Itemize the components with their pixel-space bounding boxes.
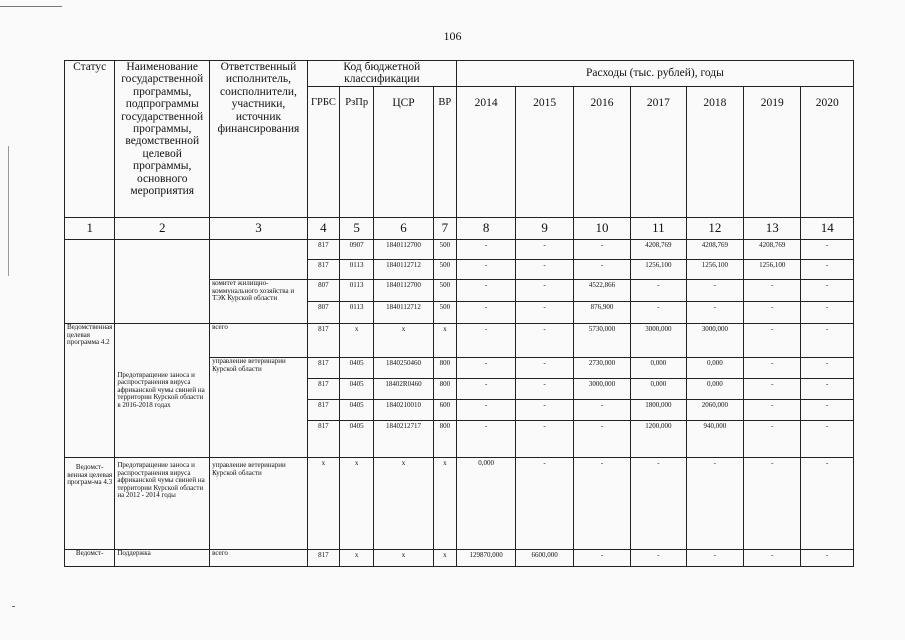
grbs-cell: 817: [307, 421, 339, 458]
value-cell: -: [573, 240, 630, 260]
grbs-cell: 817: [307, 324, 339, 358]
value-cell: -: [744, 302, 801, 324]
responsible-cell: всего: [210, 550, 308, 567]
value-cell: -: [516, 280, 573, 302]
rzpr-cell: 0405: [340, 358, 374, 379]
vr-cell: 800: [433, 421, 456, 458]
grbs-cell: 807: [307, 280, 339, 302]
csr-cell: 1840250460: [374, 358, 433, 379]
status-cell-empty: [65, 240, 115, 324]
value-cell: -: [744, 458, 801, 550]
value-cell: -: [516, 358, 573, 379]
value-cell: -: [456, 240, 515, 260]
value-cell: -: [573, 400, 630, 421]
header-year-2019: 2019: [744, 87, 801, 218]
value-cell: -: [516, 458, 573, 550]
value-cell: 940,000: [686, 421, 743, 458]
value-cell: -: [801, 324, 854, 358]
value-cell: 1256,100: [744, 260, 801, 280]
rzpr-cell: 0405: [340, 400, 374, 421]
header-expenses: Расходы (тыс. рублей), годы: [456, 61, 853, 87]
value-cell: -: [573, 260, 630, 280]
value-cell: 129870,000: [456, 550, 515, 567]
value-cell: -: [456, 421, 515, 458]
margin-line: [8, 146, 9, 276]
col-number: 10: [573, 218, 630, 240]
value-cell: 3000,000: [686, 324, 743, 358]
value-cell: 6600,000: [516, 550, 573, 567]
value-cell: -: [573, 550, 630, 567]
col-number: 11: [631, 218, 686, 240]
name-vcp-4-2: Предотвращение заноса и распространения вируса африканской чумы свиней на территории Курской области в 2016-2018 годах: [115, 324, 210, 458]
value-cell: 3000,000: [573, 379, 630, 400]
col-number: 1: [65, 218, 115, 240]
rzpr-cell: х: [340, 458, 374, 550]
value-cell: -: [744, 400, 801, 421]
value-cell: 4208,769: [686, 240, 743, 260]
value-cell: -: [456, 358, 515, 379]
grbs-cell: 817: [307, 240, 339, 260]
value-cell: -: [801, 358, 854, 379]
csr-cell: х: [374, 458, 433, 550]
csr-cell: 1840210010: [374, 400, 433, 421]
value-cell: 1256,100: [686, 260, 743, 280]
value-cell: -: [516, 421, 573, 458]
header-vr: ВР: [433, 87, 456, 218]
header-rzpr: РзПр: [340, 87, 374, 218]
value-cell: -: [801, 379, 854, 400]
value-cell: -: [516, 324, 573, 358]
col-number: 14: [801, 218, 854, 240]
page-number: 106: [443, 29, 462, 43]
value-cell: -: [456, 260, 515, 280]
vr-cell: 500: [433, 302, 456, 324]
value-cell: -: [456, 400, 515, 421]
rzpr-cell: 0113: [340, 302, 374, 324]
value-cell: 4522,866: [573, 280, 630, 302]
header-year-2015: 2015: [516, 87, 573, 218]
status-vcp-4-2: Ведомственная целевая программа 4.2: [65, 324, 115, 458]
value-cell: -: [456, 324, 515, 358]
col-number: 2: [115, 218, 210, 240]
value-cell: -: [801, 302, 854, 324]
value-cell: -: [573, 458, 630, 550]
responsible-cell-empty: [210, 240, 308, 280]
csr-cell: х: [374, 324, 433, 358]
csr-cell: х: [374, 550, 433, 567]
grbs-cell: 817: [307, 379, 339, 400]
grbs-cell: 817: [307, 358, 339, 379]
value-cell: 1256,100: [631, 260, 686, 280]
value-cell: -: [744, 379, 801, 400]
rzpr-cell: 0405: [340, 421, 374, 458]
value-cell: 1200,000: [631, 421, 686, 458]
vr-cell: х: [433, 550, 456, 567]
table-row: [65, 458, 854, 550]
budget-table: [64, 60, 854, 567]
value-cell: -: [631, 550, 686, 567]
csr-cell: 18402R0460: [374, 379, 433, 400]
rzpr-cell: 0405: [340, 379, 374, 400]
vr-cell: х: [433, 324, 456, 358]
corner-line: [0, 6, 62, 7]
value-cell: -: [573, 421, 630, 458]
value-cell: -: [744, 280, 801, 302]
grbs-cell: х: [307, 458, 339, 550]
col-number: 9: [516, 218, 573, 240]
value-cell: 0,000: [686, 358, 743, 379]
table-row: [65, 240, 854, 260]
value-cell: 2060,000: [686, 400, 743, 421]
responsible-cell: управление ветеринарии Курской области: [210, 458, 308, 550]
status-cell: Ведомст-: [65, 550, 115, 567]
grbs-cell: 807: [307, 302, 339, 324]
csr-cell: 1840112712: [374, 260, 433, 280]
vr-cell: 800: [433, 358, 456, 379]
column-number-row: [65, 218, 854, 240]
value-cell: 3000,000: [631, 324, 686, 358]
value-cell: -: [686, 458, 743, 550]
value-cell: 1800,000: [631, 400, 686, 421]
value-cell: -: [631, 458, 686, 550]
vr-cell: 600: [433, 400, 456, 421]
header-responsible: Ответственный исполнитель, соисполнители, участники, источник финансирования: [210, 61, 308, 218]
value-cell: -: [516, 260, 573, 280]
col-number: 5: [340, 218, 374, 240]
header-row-1: [65, 61, 854, 87]
responsible-cell: управление ветеринарии Курской области: [210, 358, 308, 458]
value-cell: -: [801, 240, 854, 260]
header-year-2020: 2020: [801, 87, 854, 218]
value-cell: -: [456, 280, 515, 302]
header-status: Статус: [65, 61, 115, 218]
value-cell: -: [686, 302, 743, 324]
value-cell: 2730,000: [573, 358, 630, 379]
vr-cell: 500: [433, 280, 456, 302]
col-number: 8: [456, 218, 515, 240]
col-number: 7: [433, 218, 456, 240]
vr-cell: 500: [433, 240, 456, 260]
value-cell: -: [744, 358, 801, 379]
value-cell: -: [516, 400, 573, 421]
csr-cell: 1840112712: [374, 302, 433, 324]
col-number: 6: [374, 218, 433, 240]
table-row: [65, 550, 854, 567]
value-cell: -: [801, 421, 854, 458]
margin-dot: [12, 606, 15, 607]
value-cell: -: [456, 379, 515, 400]
value-cell: 0,000: [456, 458, 515, 550]
grbs-cell: 817: [307, 550, 339, 567]
grbs-cell: 817: [307, 260, 339, 280]
header-budget-code: Код бюджетной классификации: [307, 61, 456, 87]
value-cell: 0,000: [631, 358, 686, 379]
rzpr-cell: х: [340, 550, 374, 567]
value-cell: 4208,769: [631, 240, 686, 260]
header-csr: ЦСР: [374, 87, 433, 218]
value-cell: -: [516, 379, 573, 400]
value-cell: 5730,000: [573, 324, 630, 358]
grbs-cell: 817: [307, 400, 339, 421]
csr-cell: 1840212717: [374, 421, 433, 458]
header-year-2017: 2017: [631, 87, 686, 218]
value-cell: 4208,769: [744, 240, 801, 260]
value-cell: -: [686, 550, 743, 567]
value-cell: -: [744, 421, 801, 458]
value-cell: -: [516, 240, 573, 260]
rzpr-cell: х: [340, 324, 374, 358]
value-cell: -: [801, 458, 854, 550]
csr-cell: 1840112700: [374, 280, 433, 302]
value-cell: -: [801, 400, 854, 421]
responsible-cell: комитет жилищно-коммунального хозяйства и ТЭК Курской области: [210, 280, 308, 324]
value-cell: -: [631, 302, 686, 324]
value-cell: 0,000: [631, 379, 686, 400]
vr-cell: 500: [433, 260, 456, 280]
value-cell: -: [801, 280, 854, 302]
rzpr-cell: 0113: [340, 280, 374, 302]
rzpr-cell: 0113: [340, 260, 374, 280]
name-cell-empty: [115, 240, 210, 324]
value-cell: -: [516, 302, 573, 324]
value-cell: -: [744, 550, 801, 567]
value-cell: 0,000: [686, 379, 743, 400]
value-cell: -: [456, 302, 515, 324]
value-cell: -: [686, 280, 743, 302]
name-vcp-4-3: Предотвращение заноса и распространения вируса африканской чумы свиней на территории Курской области на 2012 - 2014 годы: [115, 458, 210, 550]
vr-cell: х: [433, 458, 456, 550]
header-year-2014: 2014: [456, 87, 515, 218]
col-number: 13: [744, 218, 801, 240]
value-cell: -: [801, 550, 854, 567]
header-year-2016: 2016: [573, 87, 630, 218]
responsible-cell: всего: [210, 324, 308, 358]
value-cell: -: [744, 324, 801, 358]
header-year-2018: 2018: [686, 87, 743, 218]
status-vcp-4-3: Ведомст-венная целевая програм-ма 4.3: [65, 458, 115, 550]
value-cell: -: [631, 280, 686, 302]
col-number: 3: [210, 218, 308, 240]
col-number: 12: [686, 218, 743, 240]
header-grbs: ГРБС: [307, 87, 339, 218]
col-number: 4: [307, 218, 339, 240]
table-row: [65, 324, 854, 358]
value-cell: -: [801, 260, 854, 280]
value-cell: 876,900: [573, 302, 630, 324]
csr-cell: 1840112700: [374, 240, 433, 260]
header-name: Наименование государственной программы, подпрограммы государственной программы, ведомственной целевой программы, основного мероприятия: [115, 61, 210, 218]
rzpr-cell: 0907: [340, 240, 374, 260]
name-cell: Поддержка: [115, 550, 210, 567]
vr-cell: 800: [433, 379, 456, 400]
